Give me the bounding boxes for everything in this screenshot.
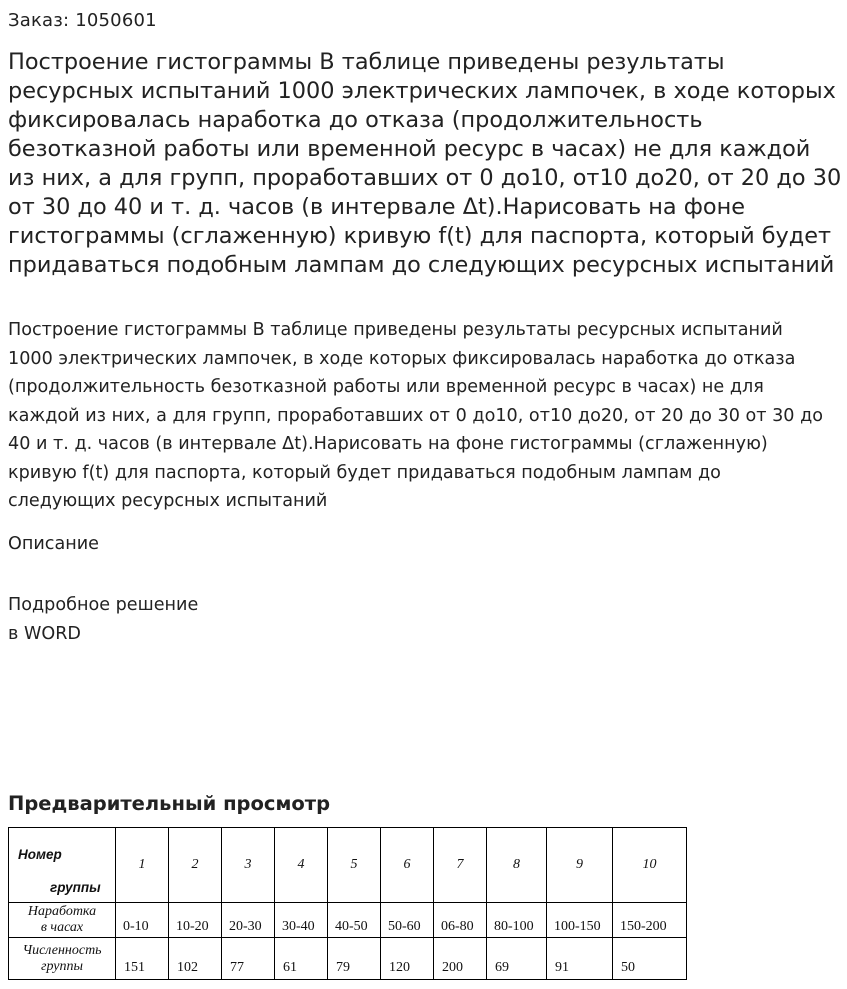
range-cell: 40-50 [328,903,381,938]
count-cell: 120 [381,938,434,980]
lamp-test-table [8,827,687,980]
order-number: Заказ: 1050601 [8,10,157,31]
row-label-hours [9,903,116,938]
row-label-hours-line1: Наработка [27,904,97,919]
row-label-counts-line1: Численность [22,942,102,958]
row-label-hours-line2: в часах [40,920,84,935]
range-cell: 0-10 [116,903,169,938]
group-number-cell: 7 [434,828,487,903]
count-cell: 91 [547,938,613,980]
group-number-cell: 3 [222,828,275,903]
count-cell: 151 [116,938,169,980]
group-number-cell: 1 [116,828,169,903]
row-label-counts-line2: группы [41,958,83,974]
range-cell: 20-30 [222,903,275,938]
description-text: Построение гистограммы В таблице приведены результаты ресурсных испытаний 1000 электрических лампочек, в ходе которых фиксировалась наработка до отказа (продолжительность безотказной работы или временной ресурс в часах) не для каждой из них, а для групп, проработавших от 0 до10, от10 до20, от 20 до 30 от 30 до 40 и т. д. часов (в интервале Δt).Нарисовать на фоне гистограммы (сглаженную) кривую f(t) для паспорта, который будет придаваться подобным лампам до следующих ресурсных испытаний [8,320,824,511]
count-cell: 77 [222,938,275,980]
count-cell: 102 [169,938,222,980]
group-number-cell: 4 [275,828,328,903]
range-cell: 100-150 [547,903,613,938]
range-cell: 30-40 [275,903,328,938]
count-cell: 61 [275,938,328,980]
page-title: Построение гистограммы В таблице приведены результаты ресурсных испытаний 1000 электрических лампочек, в ходе которых фиксировалась наработка до отказа (продолжительность безотказной работы или временной ресурс в часах) не для каждой из них, а для групп, проработавших от 0 до10, от10 до20, от 20 до 30 от 30 до 40 и т. д. часов (в интервале Δt).Нарисовать на фоне гистограммы (сглаженную) кривую f(t) для паспорта, который будет придаваться подобным лампам до следующих ресурсных испытаний [8,49,842,278]
range-cell: 150-200 [613,903,687,938]
solution-label: Подробное решение [8,595,199,615]
range-cell: 06-80 [434,903,487,938]
group-number-cell: 6 [381,828,434,903]
solution-format: в WORD [8,624,81,644]
table-row-hours [9,903,687,938]
count-cell: 200 [434,938,487,980]
header-cell [9,828,116,903]
group-number-cell: 2 [169,828,222,903]
count-cell: 69 [487,938,547,980]
row-label-counts [9,938,116,980]
group-number-cell: 8 [487,828,547,903]
range-cell: 80-100 [487,903,547,938]
description-label: Описание [8,534,100,554]
table-row-counts [9,938,687,980]
range-cell: 10-20 [169,903,222,938]
header-top-label: Номер [18,847,62,862]
preview-heading: Предварительный просмотр [8,792,331,815]
count-cell: 50 [613,938,687,980]
group-number-cell: 5 [328,828,381,903]
range-cell: 50-60 [381,903,434,938]
group-number-cell: 9 [547,828,613,903]
header-bottom-label: группы [50,880,101,895]
table-row-group-number [9,828,687,903]
count-cell: 79 [328,938,381,980]
group-number-cell: 10 [613,828,687,903]
